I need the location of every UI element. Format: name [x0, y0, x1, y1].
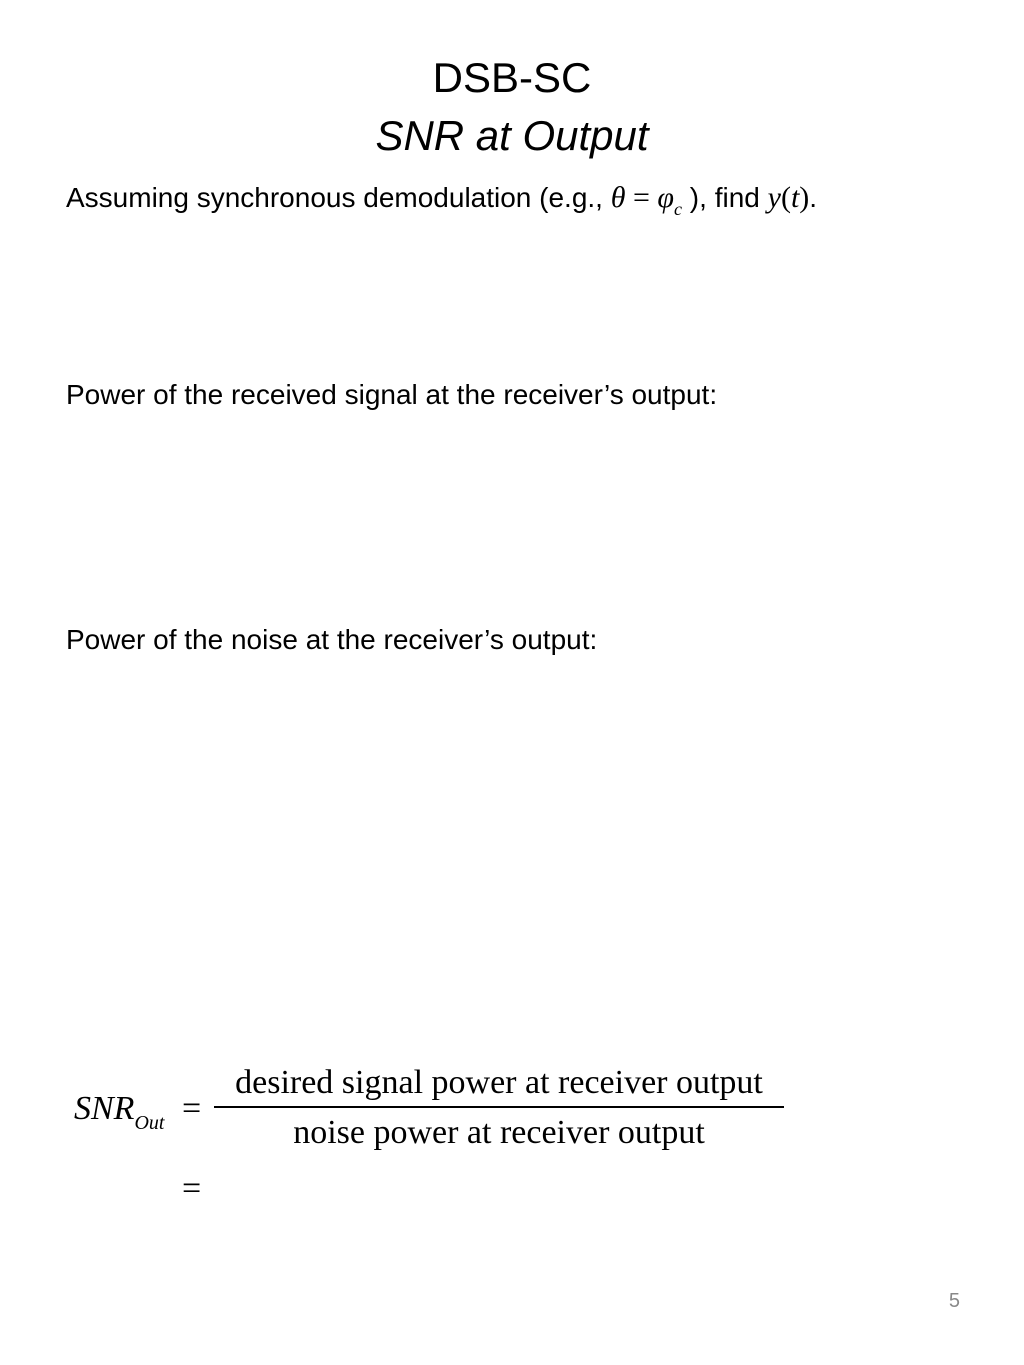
- signal-power-prompt: Power of the received signal at the receiver’s output:: [66, 379, 718, 410]
- y-symbol: y: [767, 181, 781, 214]
- slide-title: DSB-SC: [432, 54, 592, 101]
- fraction: [214, 1062, 784, 1154]
- phi-symbol: φ: [657, 181, 675, 214]
- paren-close: ): [799, 181, 810, 214]
- question-suffix: .: [809, 182, 818, 213]
- formula-equals-second: =: [182, 1170, 202, 1207]
- snr-lhs: [74, 1090, 164, 1135]
- question-middle: ), find: [682, 182, 768, 213]
- formula-equals: =: [182, 1090, 202, 1127]
- fraction-numerator: desired signal power at receiver output: [235, 1064, 763, 1101]
- fraction-denominator: noise power at receiver output: [293, 1114, 705, 1151]
- slide-subtitle: SNR at Output: [375, 112, 649, 159]
- phi-subscript: c: [674, 199, 683, 219]
- snr-subscript: Out: [134, 1112, 165, 1134]
- equals-sign: =: [625, 181, 658, 214]
- paren-open: (: [780, 181, 791, 214]
- fraction-bar: [214, 1106, 784, 1108]
- t-symbol: t: [790, 181, 800, 214]
- question-line: [66, 180, 817, 227]
- snr-symbol: SNR: [74, 1090, 135, 1127]
- theta-symbol: θ: [610, 181, 626, 214]
- noise-power-prompt: Power of the noise at the receiver’s output:: [66, 624, 598, 655]
- question-text: Assuming synchronous demodulation (e.g.,: [66, 182, 611, 213]
- page-number: 5: [948, 1290, 960, 1312]
